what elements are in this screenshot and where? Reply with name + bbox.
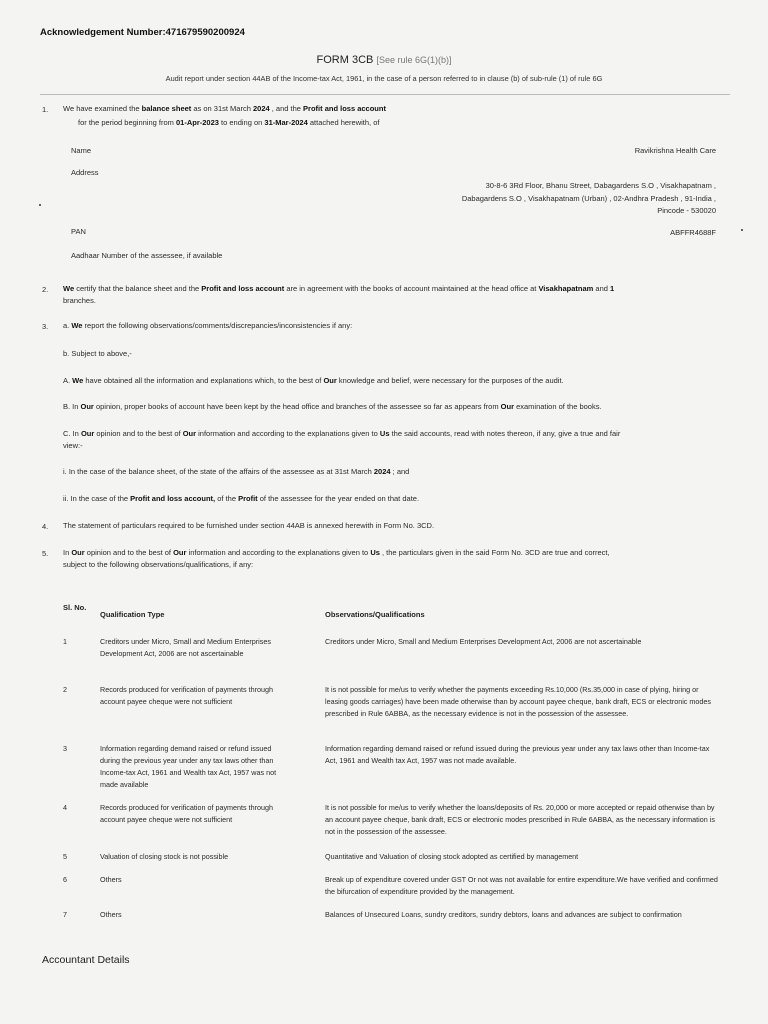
header-divider [40, 94, 730, 95]
section-5-text: In Our opinion and to the best of Our information and according to the explanations given to Us , the particulars given in the said Form No. 3CD are true and correct, subject to the following observations/qualifications, if any: [63, 548, 610, 569]
table-header-observations: Observations/Qualifications [325, 610, 425, 619]
section-1-line-2: for the period beginning from 01-Apr-2023 to ending on 31-Mar-2024 attached herewith, of [78, 118, 380, 127]
row-sl: 3 [63, 744, 67, 753]
row-observation: Balances of Unsecured Loans, sundry creditors, sundry debtors, loans and advances are subject to confirmation [325, 910, 682, 919]
name-value: Ravikrishna Health Care [634, 146, 716, 155]
row-qualification-type: Others [100, 910, 122, 919]
row-observation: Break up of expenditure covered under GST Or not was not available for entire expenditure.We have verified and confirmed the bifurcation of expenditure provided by the management. [325, 875, 718, 896]
form-name: FORM 3CB [316, 54, 374, 66]
name-label: Name [71, 146, 92, 155]
row-sl: 1 [63, 637, 67, 646]
section-3-i-text: i. In the case of the balance sheet, of the state of the affairs of the assessee as at 31st March 2024 ; and [63, 467, 410, 476]
address-line-3: Pincode - 530020 [657, 206, 716, 215]
row-qualification-type: Information regarding demand raised or refund issued during the previous year under any tax laws other than Income-tax Act, 1961 and Wealth tax Act, 1957 was not made available [100, 744, 277, 789]
section-2-number: 2. [42, 285, 49, 294]
section-1-number: 1. [42, 105, 49, 114]
pan-value: ABFFR4688F [670, 228, 716, 237]
section-3-B-text: B. In Our opinion, proper books of account have been kept by the head office and branches of the assessee so far as appears from Our examination of the books. [63, 402, 602, 411]
row-qualification-type: Valuation of closing stock is not possible [100, 852, 229, 861]
row-observation: It is not possible for me/us to verify whether the payments exceeding Rs.10,000 (Rs.35,000 in case of plying, hiring or leasing goods carriages) have been made otherwise than by account payee cheque, bank draft, ECS or electronic modes prescribed in Rule 6ABBA, as the necessary evidence is not in the possession of the assessee. [325, 685, 711, 718]
accountant-details-heading: Accountant Details [42, 954, 130, 966]
form-subtitle: Audit report under section 44AB of the Income-tax Act, 1961, in the case of a person referred to in clause (b) of sub-rule (1) of rule 6G [165, 74, 603, 83]
section-1-line-1-text: We have examined the balance sheet as on 31st March 2024 , and the Profit and loss account [63, 104, 386, 113]
section-5-number: 5. [42, 549, 49, 558]
scan-speck [741, 229, 743, 231]
rule-reference: [See rule 6G(1)(b)] [376, 55, 452, 65]
section-3-C-text: C. In Our opinion and to the best of Our information and according to the explanations given to Us the said accounts, read with notes thereon, if any, give a true and fair view:- [63, 429, 621, 450]
section-3-ii-text: ii. In the case of the Profit and loss account, of the Profit of the assessee for the year ended on that date. [63, 494, 420, 503]
row-observation: It is not possible for me/us to verify whether the loans/deposits of Rs. 20,000 or more accepted or repaid otherwise than by an account payee cheque, bank draft, ECS or electronic modes prescribed in Rule 6ABBA, as the necessary information is not in the possession of the assessee. [325, 803, 715, 836]
form-title [0, 54, 768, 66]
address-line-2: Dabagardens S.O , Visakhapatnam (Urban) , 02-Andhra Pradesh , 91-India , [461, 193, 716, 203]
row-observation: Creditors under Micro, Small and Medium Enterprises Development Act, 2006 are not ascertainable [325, 637, 642, 646]
section-4-text: The statement of particulars required to be furnished under section 44AB is annexed herewith in Form No. 3CD. [63, 521, 435, 530]
section-3-number: 3. [42, 322, 49, 331]
address-line-1: 30-8-6 3Rd Floor, Bhanu Street, Dabagardens S.O , Visakhapatnam , [485, 181, 716, 190]
table-header-sl: Sl. No. [63, 603, 87, 612]
address-value [462, 180, 716, 218]
aadhaar-label: Aadhaar Number of the assessee, if available [71, 251, 223, 260]
row-sl: 4 [63, 803, 67, 812]
table-header-type: Qualification Type [100, 610, 165, 619]
row-qualification-type: Others [100, 875, 122, 884]
section-3a-text: a. We report the following observations/comments/discrepancies/inconsistencies if any: [63, 321, 353, 330]
section-3b-text: b. Subject to above,- [63, 349, 132, 358]
section-3-A-text: A. We have obtained all the information and explanations which, to the best of Our knowledge and belief, were necessary for the purposes of the audit. [63, 376, 564, 385]
row-observation: Quantitative and Valuation of closing stock adopted as certified by management [325, 852, 579, 861]
row-sl: 2 [63, 685, 67, 694]
row-qualification-type: Records produced for verification of payments through account payee cheque were not sufficient [100, 685, 273, 706]
section-2-text: We certify that the balance sheet and the Profit and loss account are in agreement with the books of account maintained at the head office at Visakhapatnam and 1 branches. [63, 284, 615, 305]
scan-speck [39, 204, 41, 206]
row-qualification-type: Creditors under Micro, Small and Medium Enterprises Development Act, 2006 are not ascertainable [100, 637, 271, 658]
pan-label: PAN [71, 227, 86, 236]
row-qualification-type: Records produced for verification of payments through account payee cheque were not sufficient [100, 803, 273, 824]
row-sl: 5 [63, 852, 67, 861]
section-4-number: 4. [42, 522, 49, 531]
acknowledgement-number: Acknowledgement Number:471679590200924 [40, 27, 245, 38]
row-sl: 7 [63, 910, 67, 919]
row-sl: 6 [63, 875, 67, 884]
address-label: Address [71, 168, 99, 177]
row-observation: Information regarding demand raised or refund issued during the previous year under any tax laws other than Income-tax Act, 1961 and Wealth tax Act, 1957 was not made available. [325, 744, 710, 765]
